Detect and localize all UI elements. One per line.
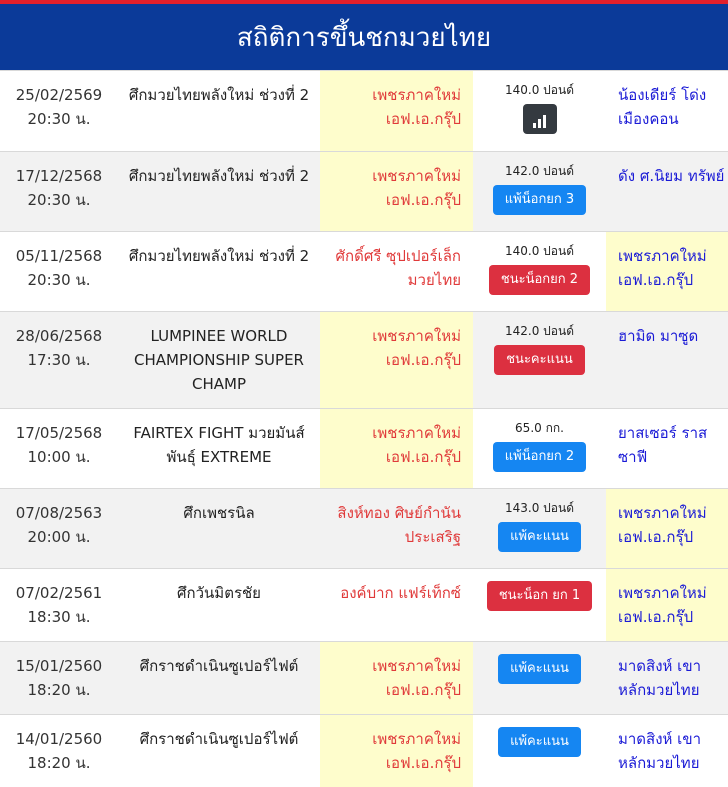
fight-time: 20:30 น. bbox=[27, 191, 91, 209]
weight-label: 142.0 ปอนด์ bbox=[505, 324, 574, 338]
fight-record-table bbox=[0, 70, 728, 787]
blue-corner-fighter[interactable]: ยาสเซอร์ ราสซาฟี bbox=[606, 409, 728, 489]
event-name: ศึกมวยไทยพลังใหม่ ช่วงที่ 2 bbox=[118, 232, 320, 312]
event-name: ศึกวันมิตรชัย bbox=[118, 569, 320, 642]
fight-date-cell bbox=[0, 71, 118, 152]
fight-time: 20:00 น. bbox=[27, 528, 91, 546]
result-cell bbox=[473, 71, 606, 152]
red-corner-fighter[interactable]: เพชรภาคใหม่ เอฟ.เอ.กรุ๊ป bbox=[320, 642, 473, 715]
blue-corner-fighter[interactable]: เพชรภาคใหม่ เอฟ.เอ.กรุ๊ป bbox=[606, 569, 728, 642]
event-name: ศึกมวยไทยพลังใหม่ ช่วงที่ 2 bbox=[118, 71, 320, 152]
result-cell bbox=[473, 152, 606, 232]
fight-date: 28/06/2568 bbox=[15, 327, 103, 345]
page-title: สถิติการขึ้นชกมวยไทย bbox=[236, 22, 492, 53]
fight-date: 07/08/2563 bbox=[15, 504, 103, 522]
fight-date: 17/12/2568 bbox=[15, 167, 103, 185]
result-badge: ชนะน็อกยก 2 bbox=[489, 265, 590, 295]
fight-time: 17:30 น. bbox=[27, 351, 91, 369]
result-cell bbox=[473, 715, 606, 787]
red-corner-fighter[interactable]: องค์บาก แฟร์เท็กซ์ bbox=[320, 569, 473, 642]
result-badge: แพ้น็อกยก 2 bbox=[493, 442, 586, 472]
fight-date-cell bbox=[0, 569, 118, 642]
fight-date-cell bbox=[0, 312, 118, 409]
result-badge: แพ้คะแนน bbox=[498, 727, 581, 757]
weight-label: 143.0 ปอนด์ bbox=[505, 501, 574, 515]
fight-time: 18:20 น. bbox=[27, 681, 91, 699]
table-row bbox=[0, 642, 728, 715]
fight-date: 17/05/2568 bbox=[15, 424, 103, 442]
fight-time: 20:30 น. bbox=[27, 110, 91, 128]
fight-date: 14/01/2560 bbox=[15, 730, 103, 748]
event-name: ศึกเพชรนิล bbox=[118, 489, 320, 569]
red-corner-fighter[interactable]: เพชรภาคใหม่ เอฟ.เอ.กรุ๊ป bbox=[320, 152, 473, 232]
result-badge: แพ้คะแนน bbox=[498, 522, 581, 552]
table-row bbox=[0, 71, 728, 152]
fight-time: 18:30 น. bbox=[27, 608, 91, 626]
fight-time: 20:30 น. bbox=[27, 271, 91, 289]
result-badge: แพ้คะแนน bbox=[498, 654, 581, 684]
event-name: ศึกราชดำเนินซูเปอร์ไฟต์ bbox=[118, 715, 320, 787]
table-row bbox=[0, 312, 728, 409]
result-cell bbox=[473, 569, 606, 642]
table-row bbox=[0, 569, 728, 642]
table-row bbox=[0, 489, 728, 569]
fight-time: 18:20 น. bbox=[27, 754, 91, 772]
weight-label: 140.0 ปอนด์ bbox=[505, 244, 574, 258]
event-name: ศึกมวยไทยพลังใหม่ ช่วงที่ 2 bbox=[118, 152, 320, 232]
result-badge: ชนะคะแนน bbox=[494, 345, 585, 375]
fight-date-cell bbox=[0, 715, 118, 787]
fight-date: 05/11/2568 bbox=[15, 247, 103, 265]
weight-label: 142.0 ปอนด์ bbox=[505, 164, 574, 178]
blue-corner-fighter[interactable]: ฮามิด มาซูด bbox=[606, 312, 728, 409]
result-cell bbox=[473, 312, 606, 409]
event-name: LUMPINEE WORLD CHAMPIONSHIP SUPER CHAMP bbox=[118, 312, 320, 409]
blue-corner-fighter[interactable]: เพชรภาคใหม่ เอฟ.เอ.กรุ๊ป bbox=[606, 232, 728, 312]
fight-date-cell bbox=[0, 152, 118, 232]
red-corner-fighter[interactable]: สิงห์ทอง ศิษย์กำนันประเสริฐ bbox=[320, 489, 473, 569]
weight-label: 65.0 กก. bbox=[515, 421, 564, 435]
blue-corner-fighter[interactable]: ดัง ศ.นิยม ทรัพย์ bbox=[606, 152, 728, 232]
table-row bbox=[0, 152, 728, 232]
result-badge: ชนะน็อก ยก 1 bbox=[487, 581, 592, 611]
event-name: FAIRTEX FIGHT มวยมันส์พันธุ์ EXTREME bbox=[118, 409, 320, 489]
fight-date-cell bbox=[0, 232, 118, 312]
red-corner-fighter[interactable]: ศักดิ์ศรี ซุปเปอร์เล็ก มวยไทย bbox=[320, 232, 473, 312]
fight-date-cell bbox=[0, 489, 118, 569]
red-corner-fighter[interactable]: เพชรภาคใหม่ เอฟ.เอ.กรุ๊ป bbox=[320, 409, 473, 489]
red-corner-fighter[interactable]: เพชรภาคใหม่ เอฟ.เอ.กรุ๊ป bbox=[320, 71, 473, 152]
table-row bbox=[0, 232, 728, 312]
blue-corner-fighter[interactable]: น้องเดียร์ โด่งเมืองคอน bbox=[606, 71, 728, 152]
fight-date: 07/02/2561 bbox=[15, 584, 103, 602]
blue-corner-fighter[interactable]: เพชรภาคใหม่ เอฟ.เอ.กรุ๊ป bbox=[606, 489, 728, 569]
result-cell bbox=[473, 489, 606, 569]
page-header bbox=[0, 4, 728, 70]
event-name: ศึกราชดำเนินซูเปอร์ไฟต์ bbox=[118, 642, 320, 715]
table-row bbox=[0, 409, 728, 489]
red-corner-fighter[interactable]: เพชรภาคใหม่ เอฟ.เอ.กรุ๊ป bbox=[320, 715, 473, 787]
result-cell bbox=[473, 232, 606, 312]
blue-corner-fighter[interactable]: มาดสิงห์ เขาหลักมวยไทย bbox=[606, 715, 728, 787]
table-row bbox=[0, 715, 728, 787]
fight-date: 15/01/2560 bbox=[15, 657, 103, 675]
result-cell bbox=[473, 642, 606, 715]
bar-chart-icon[interactable] bbox=[523, 104, 557, 134]
blue-corner-fighter[interactable]: มาดสิงห์ เขาหลักมวยไทย bbox=[606, 642, 728, 715]
fight-date-cell bbox=[0, 409, 118, 489]
red-corner-fighter[interactable]: เพชรภาคใหม่ เอฟ.เอ.กรุ๊ป bbox=[320, 312, 473, 409]
result-cell bbox=[473, 409, 606, 489]
weight-label: 140.0 ปอนด์ bbox=[505, 83, 574, 97]
fight-time: 10:00 น. bbox=[27, 448, 91, 466]
result-badge: แพ้น็อกยก 3 bbox=[493, 185, 586, 215]
fight-date: 25/02/2569 bbox=[15, 86, 103, 104]
fight-date-cell bbox=[0, 642, 118, 715]
